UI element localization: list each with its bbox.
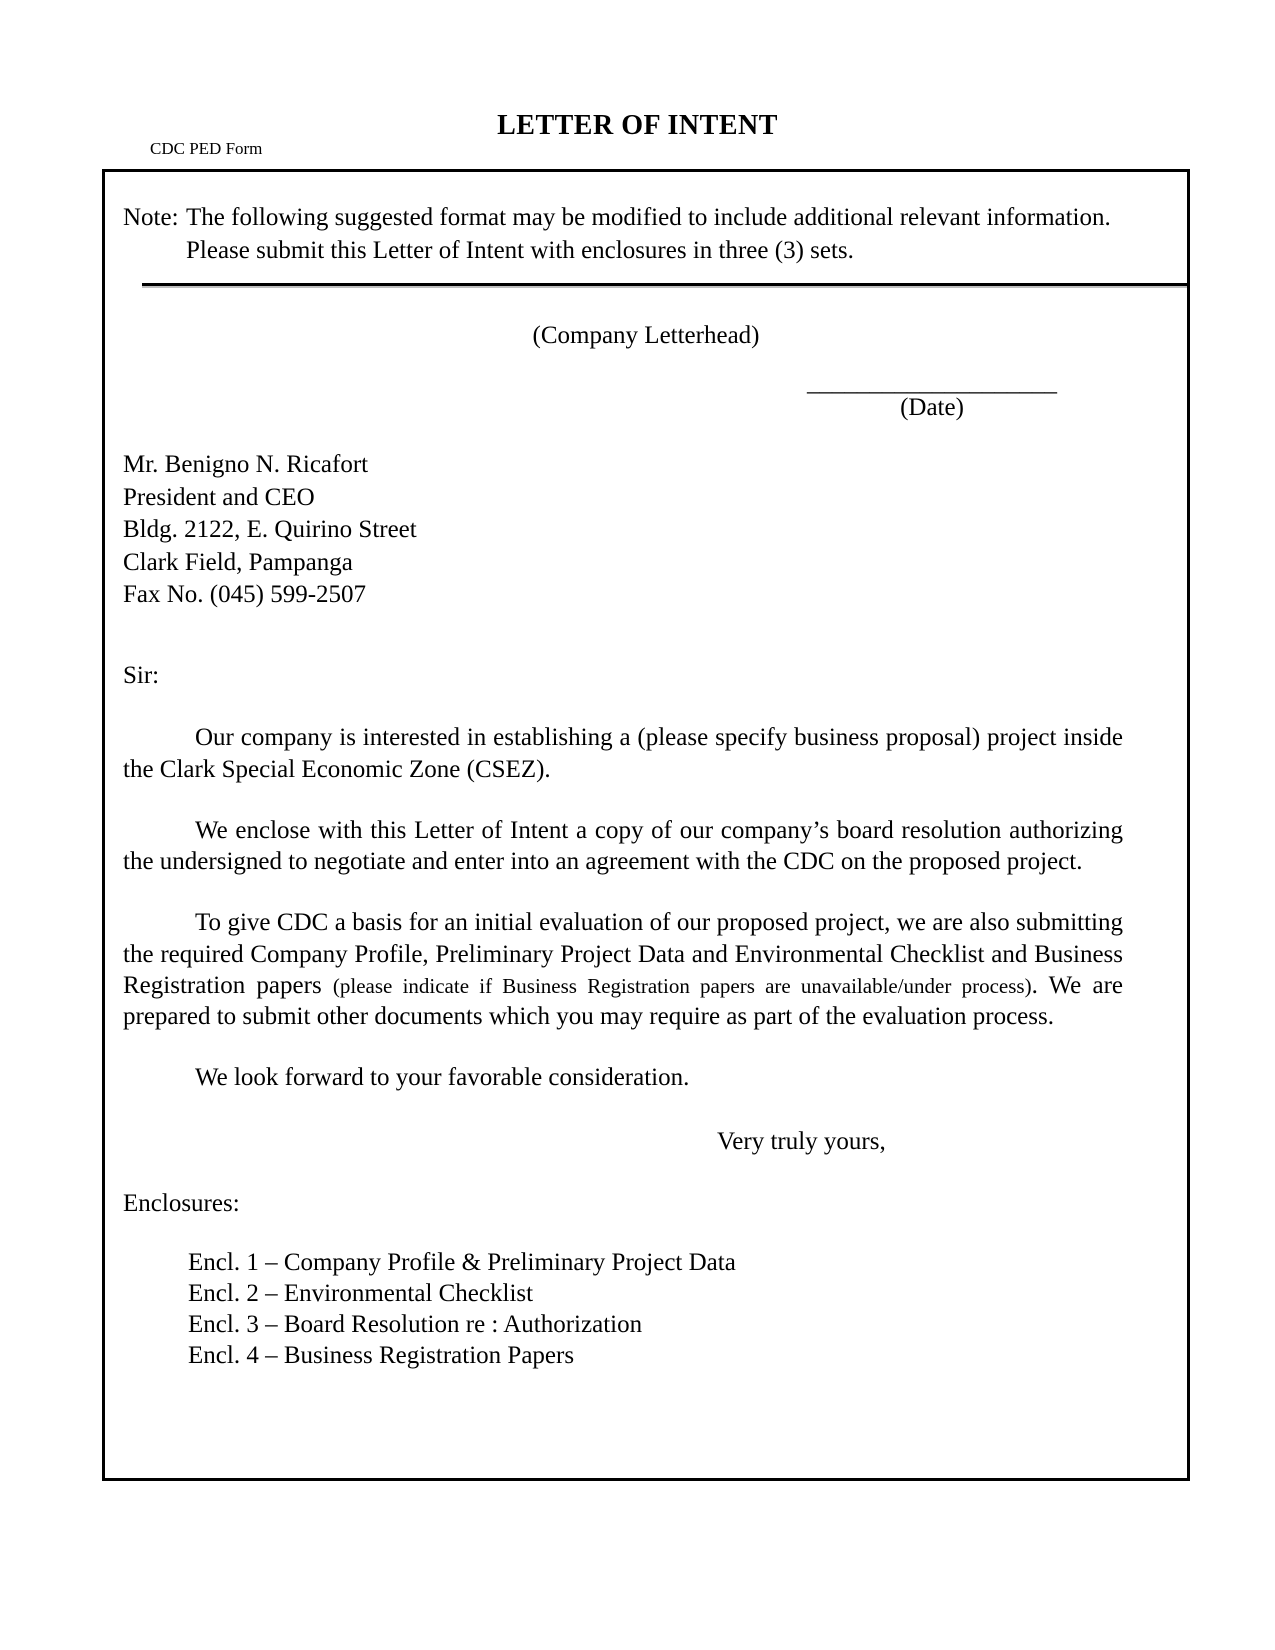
recipient-address-block bbox=[123, 449, 1187, 612]
salutation: Sir: bbox=[123, 661, 160, 689]
recipient-title: President and CEO bbox=[123, 483, 315, 511]
enclosures-heading: Enclosures: bbox=[123, 1190, 240, 1217]
body-paragraph-3-main: To give CDC a basis for an initial evaluation of our proposed project, we are also submitting the required Company Profile, Preliminary Project Data and Environmental Checklist and Business Registration papers bbox=[123, 909, 1123, 999]
note-text-line-1: The following suggested format may be modified to include additional relevant information. bbox=[186, 204, 1111, 231]
body-paragraph-3-parenthetical: (please indicate if Business Registration papers are unavailable/under process) bbox=[332, 973, 1032, 998]
enclosure-list bbox=[188, 1247, 1187, 1372]
company-letterhead-placeholder: (Company Letterhead) bbox=[532, 322, 760, 349]
date-block bbox=[797, 369, 1067, 423]
enclosure-item: Encl. 2 – Environmental Checklist bbox=[188, 1279, 534, 1307]
closing-paragraph: We look forward to your favorable consideration. bbox=[195, 1064, 690, 1092]
enclosure-item: Encl. 4 – Business Registration Papers bbox=[188, 1342, 575, 1370]
note-label: Note: bbox=[123, 204, 179, 231]
date-fill-line: ____________________ bbox=[807, 369, 1057, 396]
recipient-fax: Fax No. (045) 599-2507 bbox=[123, 581, 367, 609]
note-block bbox=[123, 202, 1147, 267]
letter-body bbox=[123, 722, 1123, 1093]
recipient-name: Mr. Benigno N. Ricafort bbox=[123, 451, 369, 479]
enclosure-item: Encl. 3 – Board Resolution re : Authorization bbox=[188, 1311, 643, 1338]
valediction: Very truly yours, bbox=[717, 1127, 886, 1155]
note-text bbox=[186, 202, 1147, 267]
body-paragraph-3-end: . We are prepared to submit other documents which you may require as part of the evaluation process. bbox=[123, 971, 1124, 1030]
body-paragraph-3 bbox=[123, 907, 1123, 1032]
enclosure-item: Encl. 1 – Company Profile & Preliminary Project Data bbox=[188, 1248, 736, 1276]
divider-rule bbox=[142, 283, 1187, 286]
date-label: (Date) bbox=[900, 394, 964, 422]
recipient-address-line-1: Bldg. 2122, E. Quirino Street bbox=[123, 516, 417, 544]
form-type-label: CDC PED Form bbox=[150, 139, 263, 158]
body-paragraph-1: Our company is interested in establishing a (please specify business proposal) project inside the Clark Special Economic Zone (CSEZ). bbox=[123, 724, 1123, 783]
note-text-line-2: Please submit this Letter of Intent with enclosures in three (3) sets. bbox=[186, 236, 854, 264]
recipient-address-line-2: Clark Field, Pampanga bbox=[123, 548, 353, 576]
body-paragraph-2: We enclose with this Letter of Intent a copy of our company’s board resolution authorizing the undersigned to negotiate and enter into an agreement with the CDC on the proposed project. bbox=[123, 816, 1123, 875]
letter-form-border-box bbox=[102, 169, 1190, 1481]
page-title: LETTER OF INTENT bbox=[497, 110, 778, 141]
letter-form-content bbox=[105, 202, 1187, 1508]
